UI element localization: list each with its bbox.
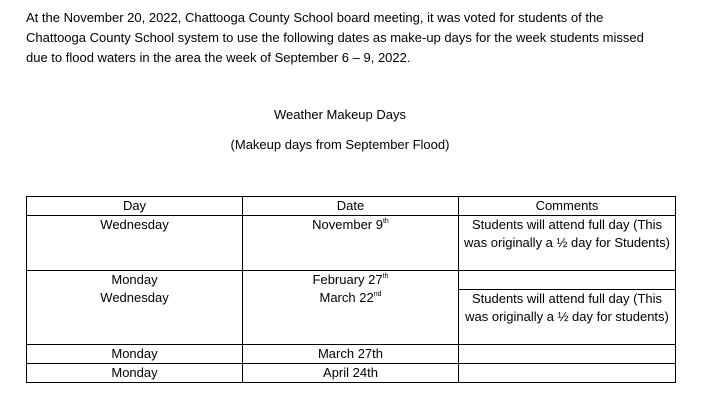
date-suffix: th: [382, 273, 389, 280]
document-subtitle: (Makeup days from September Flood): [230, 137, 450, 152]
cell-day: Wednesday: [27, 216, 243, 271]
date-text: November 9: [312, 217, 383, 232]
cell-date: [243, 216, 459, 271]
cell-comment: Students will attend full day (This was originally a ½ day for Students): [459, 216, 676, 271]
cell-comment: [459, 363, 676, 382]
table-row: [27, 289, 676, 344]
header-day: Day: [27, 197, 243, 216]
date-text: February 27: [312, 272, 383, 287]
cell-comment: [459, 344, 676, 363]
cell-comment: [459, 271, 676, 290]
cell-day: Monday: [27, 363, 243, 382]
cell-day: Monday: [27, 344, 243, 363]
cell-comment: Students will attend full day (This was originally a ½ day for students): [459, 289, 676, 344]
table-row: [27, 271, 676, 290]
cell-day: Wednesday: [27, 289, 243, 344]
header-date: Date: [243, 197, 459, 216]
header-comments: Comments: [459, 197, 676, 216]
table-row: [27, 216, 676, 271]
cell-date: [243, 271, 459, 290]
table-row: [27, 344, 676, 363]
date-suffix: nd: [373, 291, 382, 298]
cell-date: April 24th: [243, 363, 459, 382]
table-header-row: [27, 197, 676, 216]
date-text: March 22: [319, 290, 374, 305]
makeup-days-table: [26, 196, 676, 383]
document-title: Weather Makeup Days: [274, 107, 406, 122]
date-suffix: th: [382, 218, 389, 225]
cell-date: [243, 289, 459, 344]
cell-date: March 27th: [243, 344, 459, 363]
intro-paragraph: At the November 20, 2022, Chattooga County School board meeting, it was voted for students of the Chattooga County School system to use the following dates as make-up days for the week students missed due to flood waters in the area the week of September 6 – 9, 2022.: [26, 10, 644, 65]
cell-day: Monday: [27, 271, 243, 290]
table-row: [27, 363, 676, 382]
